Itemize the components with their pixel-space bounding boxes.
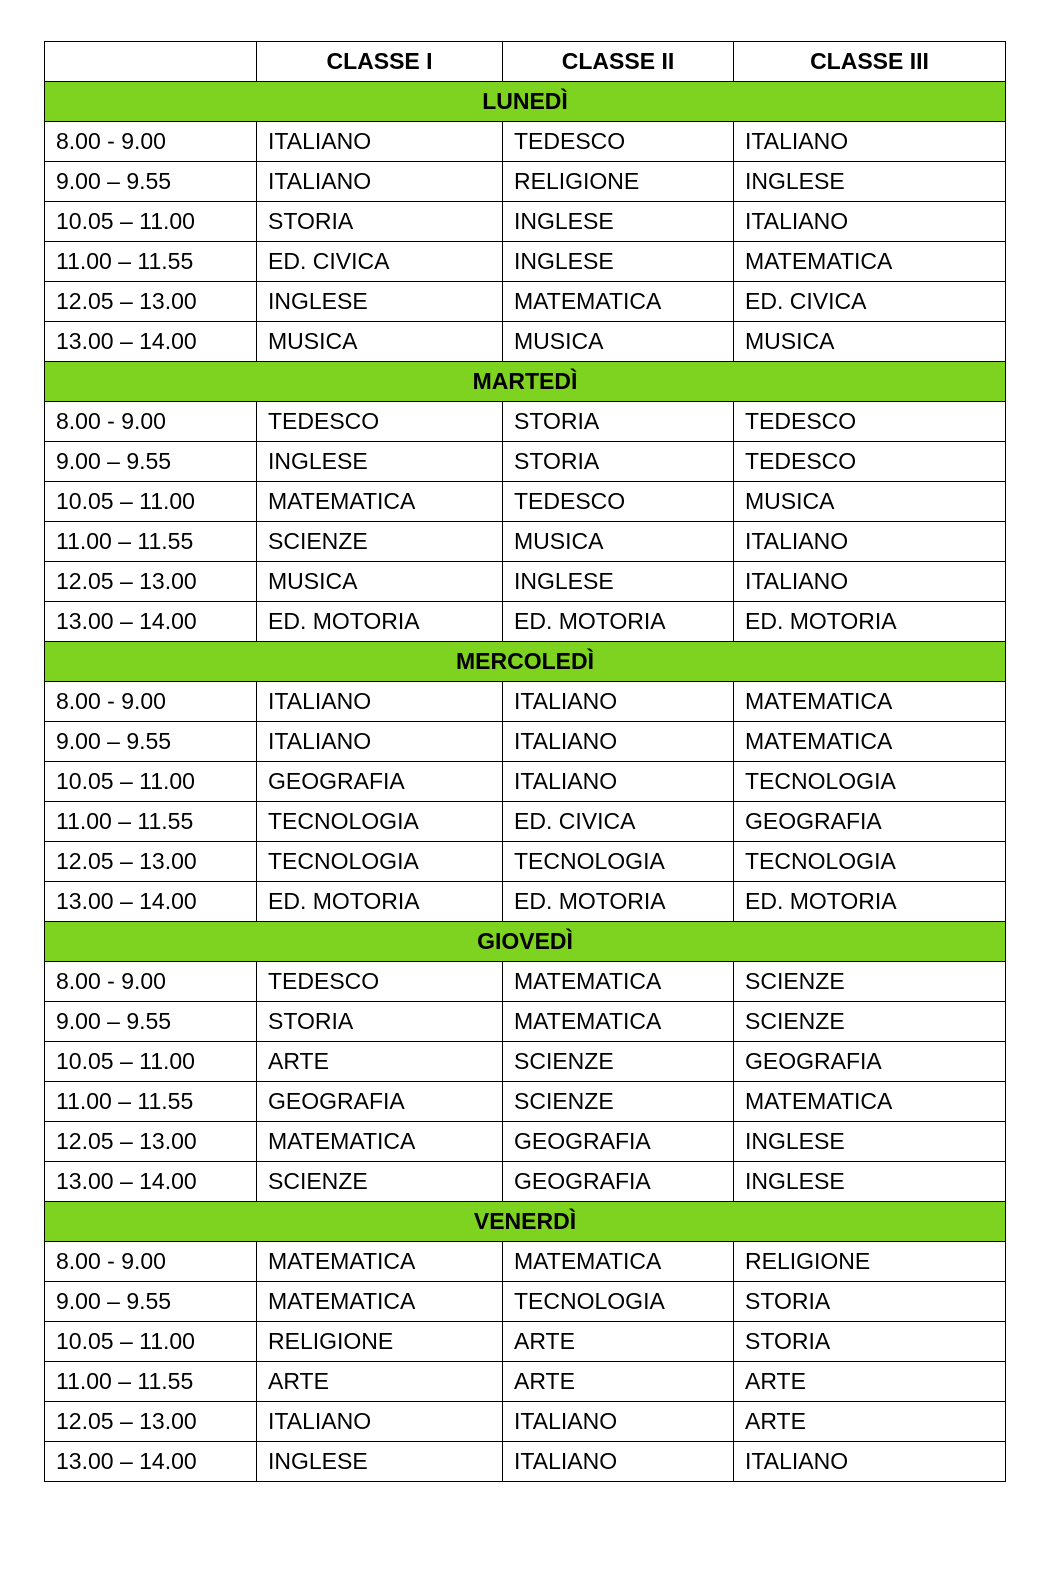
table-row bbox=[45, 1002, 1006, 1042]
table-row bbox=[45, 162, 1006, 202]
table-row bbox=[45, 1042, 1006, 1082]
classe-3-subject-cell: MATEMATICA bbox=[734, 1082, 1006, 1122]
time-slot-cell: 8.00 - 9.00 bbox=[45, 402, 257, 442]
time-slot-cell: 11.00 – 11.55 bbox=[45, 1082, 257, 1122]
classe-3-subject-cell: SCIENZE bbox=[734, 1002, 1006, 1042]
classe-2-subject-cell: INGLESE bbox=[503, 562, 734, 602]
classe-2-subject-cell: INGLESE bbox=[503, 242, 734, 282]
classe-3-subject-cell: ARTE bbox=[734, 1402, 1006, 1442]
time-slot-cell: 11.00 – 11.55 bbox=[45, 1362, 257, 1402]
classe-3-subject-cell: STORIA bbox=[734, 1282, 1006, 1322]
classe-1-subject-cell: SCIENZE bbox=[257, 522, 503, 562]
classe-1-subject-cell: MATEMATICA bbox=[257, 1122, 503, 1162]
classe-2-subject-cell: TECNOLOGIA bbox=[503, 842, 734, 882]
time-slot-cell: 11.00 – 11.55 bbox=[45, 522, 257, 562]
classe-2-subject-cell: ITALIANO bbox=[503, 722, 734, 762]
time-slot-cell: 9.00 – 9.55 bbox=[45, 722, 257, 762]
table-row bbox=[45, 1442, 1006, 1482]
classe-2-subject-cell: MATEMATICA bbox=[503, 282, 734, 322]
time-slot-cell: 8.00 - 9.00 bbox=[45, 122, 257, 162]
corner-header-cell bbox=[45, 42, 257, 82]
classe-2-subject-cell: ED. MOTORIA bbox=[503, 882, 734, 922]
classe-3-subject-cell: STORIA bbox=[734, 1322, 1006, 1362]
table-row bbox=[45, 522, 1006, 562]
table-row bbox=[45, 1402, 1006, 1442]
classe-2-subject-cell: RELIGIONE bbox=[503, 162, 734, 202]
table-row bbox=[45, 482, 1006, 522]
classe-1-subject-cell: ARTE bbox=[257, 1042, 503, 1082]
table-row bbox=[45, 562, 1006, 602]
day-header-row bbox=[45, 362, 1006, 402]
table-row bbox=[45, 242, 1006, 282]
classe-3-subject-cell: MATEMATICA bbox=[734, 242, 1006, 282]
classe-3-subject-cell: INGLESE bbox=[734, 162, 1006, 202]
time-slot-cell: 9.00 – 9.55 bbox=[45, 1002, 257, 1042]
classe-1-subject-cell: ED. CIVICA bbox=[257, 242, 503, 282]
classe-1-subject-cell: TEDESCO bbox=[257, 402, 503, 442]
classe-3-subject-cell: ITALIANO bbox=[734, 522, 1006, 562]
classe-3-subject-cell: MATEMATICA bbox=[734, 682, 1006, 722]
classe-3-subject-cell: GEOGRAFIA bbox=[734, 1042, 1006, 1082]
timetable-body bbox=[45, 82, 1006, 1482]
time-slot-cell: 8.00 - 9.00 bbox=[45, 682, 257, 722]
table-row bbox=[45, 682, 1006, 722]
time-slot-cell: 9.00 – 9.55 bbox=[45, 442, 257, 482]
column-header-classe-2: CLASSE II bbox=[503, 42, 734, 82]
classe-3-subject-cell: TECNOLOGIA bbox=[734, 762, 1006, 802]
time-slot-cell: 12.05 – 13.00 bbox=[45, 842, 257, 882]
time-slot-cell: 10.05 – 11.00 bbox=[45, 762, 257, 802]
classe-3-subject-cell: ED. MOTORIA bbox=[734, 602, 1006, 642]
classe-2-subject-cell: MUSICA bbox=[503, 522, 734, 562]
time-slot-cell: 8.00 - 9.00 bbox=[45, 1242, 257, 1282]
time-slot-cell: 9.00 – 9.55 bbox=[45, 162, 257, 202]
classe-3-subject-cell: MATEMATICA bbox=[734, 722, 1006, 762]
classe-1-subject-cell: INGLESE bbox=[257, 1442, 503, 1482]
classe-1-subject-cell: MUSICA bbox=[257, 322, 503, 362]
day-name: MERCOLEDÌ bbox=[45, 642, 1006, 682]
day-header-row bbox=[45, 82, 1006, 122]
table-row bbox=[45, 1322, 1006, 1362]
day-header-row bbox=[45, 642, 1006, 682]
table-row bbox=[45, 1362, 1006, 1402]
classe-1-subject-cell: STORIA bbox=[257, 1002, 503, 1042]
column-header-classe-3: CLASSE III bbox=[734, 42, 1006, 82]
time-slot-cell: 11.00 – 11.55 bbox=[45, 802, 257, 842]
classe-1-subject-cell: ITALIANO bbox=[257, 722, 503, 762]
classe-3-subject-cell: ITALIANO bbox=[734, 122, 1006, 162]
classe-1-subject-cell: STORIA bbox=[257, 202, 503, 242]
classe-2-subject-cell: ITALIANO bbox=[503, 682, 734, 722]
classe-1-subject-cell: INGLESE bbox=[257, 442, 503, 482]
table-row bbox=[45, 1282, 1006, 1322]
classe-1-subject-cell: ITALIANO bbox=[257, 122, 503, 162]
day-name: LUNEDÌ bbox=[45, 82, 1006, 122]
classe-2-subject-cell: ARTE bbox=[503, 1362, 734, 1402]
time-slot-cell: 10.05 – 11.00 bbox=[45, 482, 257, 522]
day-name: MARTEDÌ bbox=[45, 362, 1006, 402]
classe-2-subject-cell: ITALIANO bbox=[503, 1442, 734, 1482]
time-slot-cell: 13.00 – 14.00 bbox=[45, 1442, 257, 1482]
classe-1-subject-cell: MATEMATICA bbox=[257, 482, 503, 522]
classe-3-subject-cell: TECNOLOGIA bbox=[734, 842, 1006, 882]
classe-1-subject-cell: TECNOLOGIA bbox=[257, 842, 503, 882]
table-row bbox=[45, 202, 1006, 242]
day-header-row bbox=[45, 922, 1006, 962]
classe-2-subject-cell: ARTE bbox=[503, 1322, 734, 1362]
table-row bbox=[45, 1082, 1006, 1122]
classe-1-subject-cell: ITALIANO bbox=[257, 1402, 503, 1442]
classe-3-subject-cell: ED. MOTORIA bbox=[734, 882, 1006, 922]
classe-1-subject-cell: TECNOLOGIA bbox=[257, 802, 503, 842]
classe-2-subject-cell: ITALIANO bbox=[503, 762, 734, 802]
classe-3-subject-cell: ITALIANO bbox=[734, 562, 1006, 602]
classe-2-subject-cell: TEDESCO bbox=[503, 122, 734, 162]
classe-1-subject-cell: GEOGRAFIA bbox=[257, 1082, 503, 1122]
time-slot-cell: 12.05 – 13.00 bbox=[45, 282, 257, 322]
classe-1-subject-cell: ED. MOTORIA bbox=[257, 602, 503, 642]
table-row bbox=[45, 722, 1006, 762]
classe-2-subject-cell: ED. CIVICA bbox=[503, 802, 734, 842]
classe-1-subject-cell: SCIENZE bbox=[257, 1162, 503, 1202]
classe-2-subject-cell: TEDESCO bbox=[503, 482, 734, 522]
table-row bbox=[45, 962, 1006, 1002]
classe-2-subject-cell: MATEMATICA bbox=[503, 1002, 734, 1042]
classe-3-subject-cell: ITALIANO bbox=[734, 1442, 1006, 1482]
classe-2-subject-cell: STORIA bbox=[503, 402, 734, 442]
classe-3-subject-cell: RELIGIONE bbox=[734, 1242, 1006, 1282]
table-row bbox=[45, 322, 1006, 362]
classe-1-subject-cell: ITALIANO bbox=[257, 162, 503, 202]
classe-1-subject-cell: ITALIANO bbox=[257, 682, 503, 722]
time-slot-cell: 8.00 - 9.00 bbox=[45, 962, 257, 1002]
time-slot-cell: 13.00 – 14.00 bbox=[45, 602, 257, 642]
table-row bbox=[45, 122, 1006, 162]
day-name: VENERDÌ bbox=[45, 1202, 1006, 1242]
classe-3-subject-cell: MUSICA bbox=[734, 482, 1006, 522]
table-row bbox=[45, 882, 1006, 922]
classe-1-subject-cell: GEOGRAFIA bbox=[257, 762, 503, 802]
classe-2-subject-cell: MATEMATICA bbox=[503, 962, 734, 1002]
time-slot-cell: 10.05 – 11.00 bbox=[45, 1322, 257, 1362]
classe-1-subject-cell: TEDESCO bbox=[257, 962, 503, 1002]
table-row bbox=[45, 802, 1006, 842]
classe-1-subject-cell: MUSICA bbox=[257, 562, 503, 602]
classe-2-subject-cell: GEOGRAFIA bbox=[503, 1122, 734, 1162]
column-header-row bbox=[45, 42, 1006, 82]
table-row bbox=[45, 602, 1006, 642]
classe-1-subject-cell: RELIGIONE bbox=[257, 1322, 503, 1362]
table-row bbox=[45, 842, 1006, 882]
classe-2-subject-cell: MUSICA bbox=[503, 322, 734, 362]
classe-1-subject-cell: ARTE bbox=[257, 1362, 503, 1402]
table-row bbox=[45, 1242, 1006, 1282]
classe-1-subject-cell: ED. MOTORIA bbox=[257, 882, 503, 922]
classe-1-subject-cell: MATEMATICA bbox=[257, 1242, 503, 1282]
classe-1-subject-cell: INGLESE bbox=[257, 282, 503, 322]
classe-2-subject-cell: SCIENZE bbox=[503, 1042, 734, 1082]
day-header-row bbox=[45, 1202, 1006, 1242]
table-row bbox=[45, 1122, 1006, 1162]
time-slot-cell: 12.05 – 13.00 bbox=[45, 562, 257, 602]
classe-2-subject-cell: SCIENZE bbox=[503, 1082, 734, 1122]
day-name: GIOVEDÌ bbox=[45, 922, 1006, 962]
time-slot-cell: 13.00 – 14.00 bbox=[45, 322, 257, 362]
time-slot-cell: 13.00 – 14.00 bbox=[45, 1162, 257, 1202]
classe-3-subject-cell: ARTE bbox=[734, 1362, 1006, 1402]
classe-3-subject-cell: ITALIANO bbox=[734, 202, 1006, 242]
classe-3-subject-cell: MUSICA bbox=[734, 322, 1006, 362]
time-slot-cell: 11.00 – 11.55 bbox=[45, 242, 257, 282]
time-slot-cell: 12.05 – 13.00 bbox=[45, 1402, 257, 1442]
table-row bbox=[45, 762, 1006, 802]
time-slot-cell: 9.00 – 9.55 bbox=[45, 1282, 257, 1322]
classe-2-subject-cell: STORIA bbox=[503, 442, 734, 482]
classe-3-subject-cell: SCIENZE bbox=[734, 962, 1006, 1002]
classe-3-subject-cell: TEDESCO bbox=[734, 442, 1006, 482]
classe-2-subject-cell: MATEMATICA bbox=[503, 1242, 734, 1282]
classe-2-subject-cell: ITALIANO bbox=[503, 1402, 734, 1442]
table-row bbox=[45, 1162, 1006, 1202]
classe-1-subject-cell: MATEMATICA bbox=[257, 1282, 503, 1322]
time-slot-cell: 12.05 – 13.00 bbox=[45, 1122, 257, 1162]
classe-3-subject-cell: INGLESE bbox=[734, 1162, 1006, 1202]
classe-2-subject-cell: TECNOLOGIA bbox=[503, 1282, 734, 1322]
table-row bbox=[45, 402, 1006, 442]
time-slot-cell: 13.00 – 14.00 bbox=[45, 882, 257, 922]
classe-2-subject-cell: ED. MOTORIA bbox=[503, 602, 734, 642]
weekly-timetable bbox=[44, 41, 1006, 1482]
classe-2-subject-cell: GEOGRAFIA bbox=[503, 1162, 734, 1202]
classe-3-subject-cell: ED. CIVICA bbox=[734, 282, 1006, 322]
classe-2-subject-cell: INGLESE bbox=[503, 202, 734, 242]
table-row bbox=[45, 442, 1006, 482]
time-slot-cell: 10.05 – 11.00 bbox=[45, 1042, 257, 1082]
table-row bbox=[45, 282, 1006, 322]
classe-3-subject-cell: GEOGRAFIA bbox=[734, 802, 1006, 842]
time-slot-cell: 10.05 – 11.00 bbox=[45, 202, 257, 242]
column-header-classe-1: CLASSE I bbox=[257, 42, 503, 82]
classe-3-subject-cell: TEDESCO bbox=[734, 402, 1006, 442]
classe-3-subject-cell: INGLESE bbox=[734, 1122, 1006, 1162]
